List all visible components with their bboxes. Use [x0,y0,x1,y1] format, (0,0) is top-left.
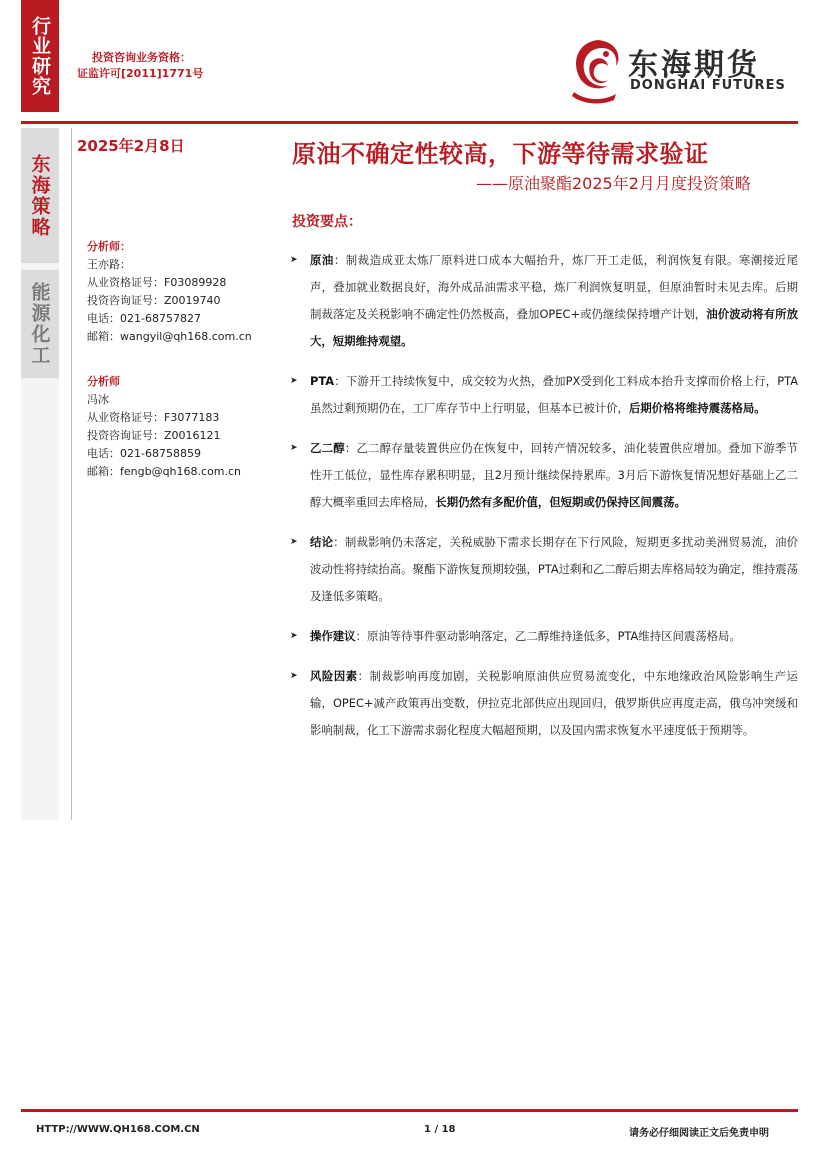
point-label: 乙二醇 [310,441,345,455]
point-label: PTA [310,374,335,388]
sidebar-sector: 能源化工 [21,270,59,378]
arrow-bullet-icon: ➤ [290,376,298,386]
analyst-phone: 电话：021-68758859 [87,447,201,460]
analyst-phone: 电话：021-68757827 [87,312,201,325]
point-emphasis: 长期仍然有多配价值，但短期或仍保持区间震荡。 [435,495,686,509]
logo-chinese: 东海期货 [628,48,760,83]
list-item [290,529,798,610]
point-text: ：乙二醇存量装置供应仍在恢复中，回转产情况较多，油化装置供应增加。叠加下游季节性开工低位，显性库存累积明显，且2月预计继续保持累库。3月后下游恢复情况想好基础上乙二醇大概率重回去库格局， [310,441,798,509]
arrow-bullet-icon: ➤ [290,443,298,453]
analyst-card [87,373,241,481]
dragon-logo-icon [568,34,626,106]
analyst-label: 分析师： [87,240,131,253]
sidebar-strategy: 东海策略 [21,128,59,263]
qualification-line-1: 投资咨询业务资格： [92,51,191,64]
company-logo [568,30,808,110]
list-item [290,663,798,744]
analyst-email[interactable]: 邮箱：fengb@qh168.com.cn [87,465,242,478]
list-item [290,368,798,422]
point-emphasis: 油价波动将有所放大，短期维持观望。 [310,307,798,348]
point-label: 风险因素 [310,669,358,683]
arrow-bullet-icon: ➤ [290,671,298,681]
point-text: ：下游开工持续恢复中，成交较为火热，叠加PX受到化工料成本抬升支撑而价格上行，PTA虽然过剩预期仍在，工厂库存节中上行明显，但基本已被计价， [310,374,798,415]
report-date: 2025年2月8日 [77,137,185,155]
report-title: 原油不确定性较高，下游等待需求验证 [292,140,709,168]
qualification-line-2: 证监许可[2011]1771号 [77,67,204,80]
column-divider [71,128,72,820]
point-label: 结论 [310,535,334,549]
analyst-name: 冯冰 [87,393,109,406]
qualification [77,50,203,82]
key-points-heading: 投资要点： [292,214,362,230]
list-item [290,247,798,355]
analyst-cert: 从业资格证号：F3077183 [87,411,220,424]
point-emphasis: 后期价格将维持震荡格局。 [628,401,766,415]
report-type-tag: 行业研究 [21,0,59,112]
analyst-label: 分析师 [87,375,120,388]
arrow-bullet-icon: ➤ [290,631,298,641]
footer-disclaimer: 请务必仔细阅读正文后免责申明 [629,1128,769,1139]
page-number: 1 / 18 [424,1124,456,1135]
point-label: 操作建议 [310,629,356,643]
point-text: ：原油等待事件驱动影响落定，乙二醇维持逢低多，PTA维持区间震荡格局。 [355,629,741,643]
analyst-cert: 从业资格证号：F03089928 [87,276,227,289]
list-item [290,435,798,516]
analyst-consult-cert: 投资咨询证号：Z0019740 [87,294,221,307]
point-text: ：制裁影响仍未落定，关税威胁下需求长期存在下行风险，短期更多扰动美洲贸易流，油价波动性将持续抬高。聚酯下游恢复预期较强，PTA过剩和乙二醇后期去库格局较为确定，维持震荡及逢低多策略。 [310,535,798,603]
arrow-bullet-icon: ➤ [290,537,298,547]
report-subtitle: ——原油聚酯2025年2月月度投资策略 [476,174,751,193]
analyst-name: 王亦路： [87,258,131,271]
point-text: ：制裁造成亚太炼厂原料进口成本大幅抬升，炼厂开工走低，利润恢复有限。寒潮接近尾声，叠加就业数据良好，海外成品油需求平稳，炼厂利润恢复明显，但原油暂时未见去库。后期制裁落定及关税影响不确定性仍然极高，叠加OPEC+或仍继续保持增产计划， [310,253,798,321]
arrow-bullet-icon: ➤ [290,255,298,265]
key-points-list [290,247,798,757]
list-item [290,623,798,650]
footer-url[interactable]: HTTP://WWW.QH168.COM.CN [36,1124,200,1135]
logo-english: DONGHAI FUTURES [630,78,786,93]
header-divider [21,121,798,124]
point-label: 原油 [310,253,334,267]
point-text: ：制裁影响再度加剧，关税影响原油供应贸易流变化，中东地缘政治风险影响生产运输，OPEC+减产政策再出变数，伊拉克北部供应出现回归，俄罗斯供应再度走高，俄乌冲突缓和影响制裁，化工下游需求弱化程度大幅超预期，以及国内需求恢复水平速度低于预期等。 [310,669,798,737]
analyst-card [87,238,252,346]
analyst-email[interactable]: 邮箱：wangyil@qh168.com.cn [87,330,252,343]
footer-divider [21,1109,798,1112]
analyst-consult-cert: 投资咨询证号：Z0016121 [87,429,221,442]
